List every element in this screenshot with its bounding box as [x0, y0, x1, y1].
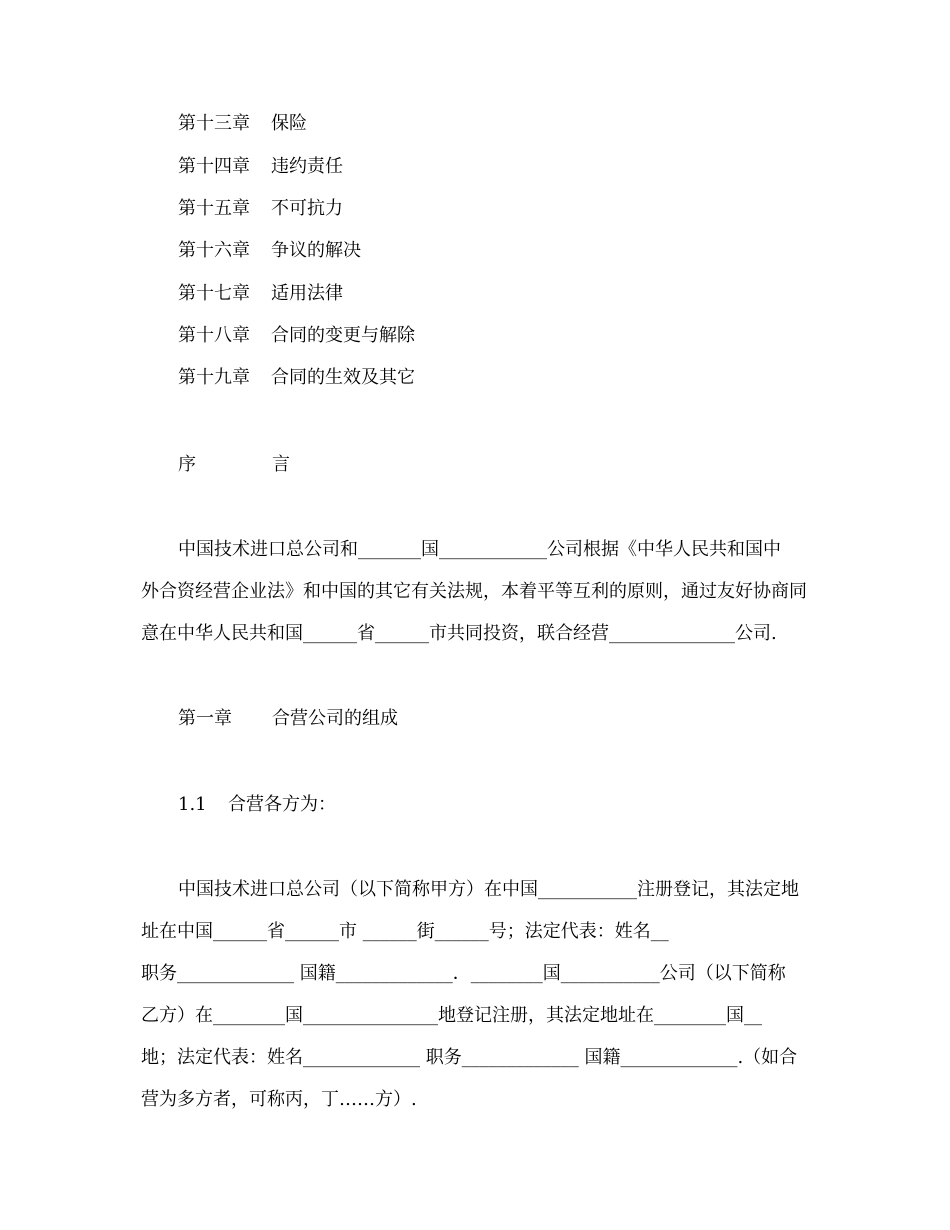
toc-chapter-number: 第十七章	[178, 283, 250, 304]
paragraph-line: 址在中国______省______市 ______街______号；法定代表：姓名__	[141, 921, 669, 942]
toc-item	[178, 367, 415, 389]
paragraph-line: 地；法定代表：姓名_____________ 职务_____________ 国籍_____________.（如合	[141, 1047, 798, 1068]
preface-heading-char: 序	[178, 454, 196, 475]
chapter-number: 第一章	[178, 708, 232, 729]
toc-item	[178, 325, 415, 347]
paragraph-line: 职务_____________ 国籍_____________．________国___________公司（以下简称	[141, 963, 786, 984]
toc-chapter-number: 第十五章	[178, 198, 250, 219]
toc-item	[178, 156, 343, 178]
chapter-heading	[178, 708, 398, 730]
preface-heading	[178, 454, 290, 476]
paragraph-line: 中国技术进口总公司和_______国____________公司根据《中华人民共和国中	[178, 539, 781, 560]
section-title: 合营各方为：	[228, 794, 336, 815]
toc-chapter-title: 不可抗力	[271, 198, 343, 219]
toc-item	[178, 198, 343, 220]
paragraph-line: 意在中华人民共和国______省______市共同投资，联合经营______________公司.	[141, 623, 777, 644]
toc-item	[178, 283, 343, 305]
section-number: 1.1	[178, 794, 207, 815]
toc-chapter-title: 合同的变更与解除	[271, 325, 415, 346]
toc-chapter-title: 合同的生效及其它	[271, 367, 415, 388]
toc-chapter-title: 争议的解决	[271, 240, 361, 261]
toc-chapter-number: 第十四章	[178, 156, 250, 177]
toc-chapter-number: 第十六章	[178, 240, 250, 261]
toc-chapter-title: 适用法律	[271, 283, 343, 304]
chapter-title: 合营公司的组成	[272, 708, 398, 729]
toc-chapter-title: 保险	[271, 113, 307, 134]
toc-item	[178, 113, 307, 135]
toc-chapter-title: 违约责任	[271, 156, 343, 177]
toc-item	[178, 240, 361, 262]
preface-heading-char: 言	[272, 454, 290, 475]
paragraph-line: 外合资经营企业法》和中国的其它有关法规，本着平等互利的原则，通过友好协商同	[141, 581, 807, 602]
section-heading	[178, 794, 336, 816]
parties-paragraph	[141, 869, 813, 1121]
paragraph-line: 中国技术进口总公司（以下简称甲方）在中国___________注册登记，其法定地	[178, 879, 799, 900]
toc-chapter-number: 第十八章	[178, 325, 250, 346]
paragraph-line: 乙方）在________国_______________地登记注册，其法定地址在________国__	[141, 1005, 762, 1026]
toc-chapter-number: 第十九章	[178, 367, 250, 388]
preface-paragraph	[141, 529, 813, 655]
toc-chapter-number: 第十三章	[178, 113, 250, 134]
paragraph-line: 营为多方者，可称丙，丁……方）.	[141, 1089, 417, 1110]
